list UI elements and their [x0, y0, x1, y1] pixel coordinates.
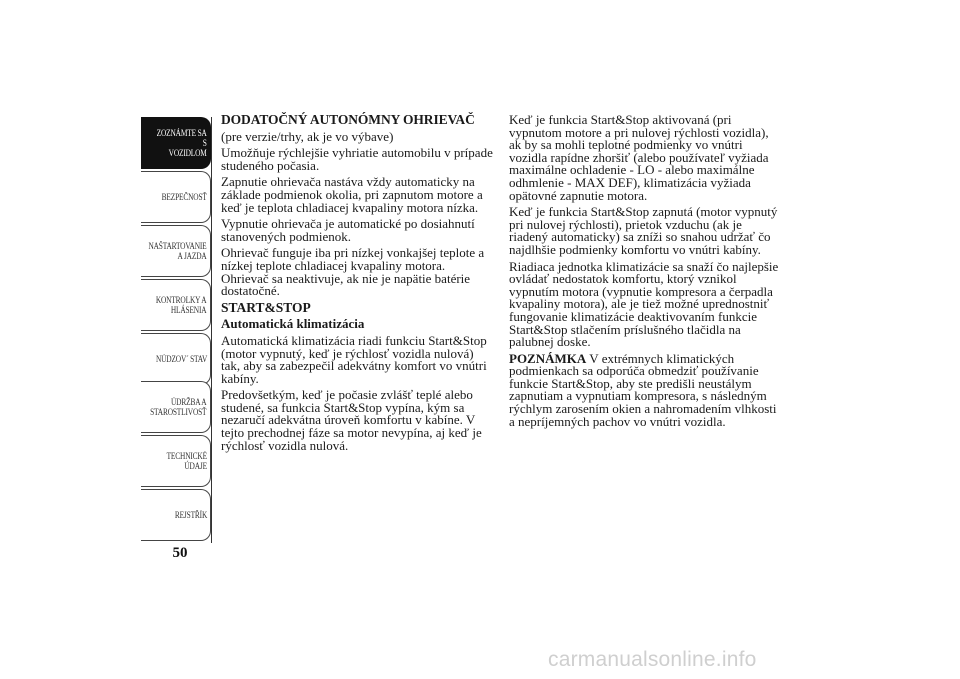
paragraph: Predovšetkým, keď je počasie zvlášť teplé alebo studené, sa funkcia Start&Stop vypína, kým sa nezaručí adekvátna úroveň komfortu v kabíne. V tejto prechodnej fáze sa motor nevypína, aj keď je rýchlosť vozidla nulová. [221, 387, 482, 453]
tab-index[interactable] [141, 489, 211, 541]
tab-starting-driving[interactable] [141, 225, 211, 277]
tab-label: KONTROLKY A HLÁSENIA [156, 295, 207, 315]
left-column [221, 114, 493, 456]
paragraph: Zapnutie ohrievača nastáva vždy automaticky na základe podmienok okolia, pri zapnutom motore a keď je teplota chladiacej kvapaliny motora nízka. [221, 174, 483, 215]
paragraph: Umožňuje rýchlejšie vyhriatie automobilu v prípade studeného počasia. [221, 145, 493, 173]
tab-emergency[interactable] [141, 333, 211, 385]
paragraph: Keď je funkcia Start&Stop zapnutá (motor vypnutý pri nulovej rýchlosti), prietok vzduchu (ak je riadený automaticky) sa zníži so snahou udržať čo najdlhšie podmienky komfortu vo vnútri kabíny. [509, 204, 778, 257]
paragraph: Automatická klimatizácia riadi funkciu Start&Stop (motor vypnutý, keď je rýchlosť vozidla nulová) tak, aby sa zabezpečil adekvátny komfort vo vnútri kabíny. [221, 332, 487, 386]
tab-label: BEZPEČNOSŤ [161, 192, 207, 202]
heater-availability-note: (pre verzie/trhy, ak je vo výbave) [221, 128, 394, 144]
tab-label: NAŠTARTOVANIE A JAZDA [148, 241, 207, 261]
section-heading-start-stop: START&STOP [221, 299, 311, 315]
tab-label: ÚDRŽBA A STAROSTLIVOSŤ [150, 397, 207, 417]
note-paragraph [509, 350, 781, 429]
tab-maintenance[interactable] [141, 381, 211, 433]
subheading-auto-climate: Automatická klimatizácia [221, 316, 365, 332]
right-column [509, 114, 781, 432]
paragraph: Ohrievač funguje iba pri nízkej vonkajšej teplote a nízkej teplote chladiacej kvapaliny motora. Ohrievač sa neaktivuje, ak nie je napätie batérie dostatočné. [221, 245, 485, 299]
paragraph: Vypnutie ohrievača je automatické po dosiahnutí stanovených podmienok. [221, 216, 475, 244]
chapter-tab-sidebar [141, 117, 212, 543]
paragraph: Keď je funkcia Start&Stop aktivovaná (pri vypnutom motore a pri nulovej rýchlosti vozidla), ak by sa mohli teplotné podmienky vo vnútri vozidla rapídne zhoršiť (alebo používateľ vyžiada maximálne ochladenie - LO - alebo maximálne odhmlenie - MAX DEF), klimatizácia vyžiada opätovné zapnutie motora. [509, 112, 769, 203]
tab-label: REJSTŘÍK [174, 510, 207, 520]
tab-vehicle-intro[interactable] [141, 117, 211, 169]
tab-safety[interactable] [141, 171, 211, 223]
section-heading-heater: DODATOČNÝ AUTONÓMNY OHRIEVAČ [221, 112, 475, 127]
tab-label: TECHNICKÉ ÚDAJE [166, 451, 207, 471]
watermark: carmanualsonline.info [548, 648, 757, 671]
tab-label: NÚDZOV´ STAV [155, 354, 207, 364]
tab-label: ZOZNÁMTE SA S VOZIDLOM [156, 128, 207, 158]
tab-technical-data[interactable] [141, 435, 211, 487]
note-label: POZNÁMKA [509, 350, 587, 366]
paragraph: Riadiaca jednotka klimatizácie sa snaží čo najlepšie ovládať nedostatok komfortu, ktorý vznikol vypnutím motora (vypnutie kompresora a čerpadla kvapaliny motora), ale je tiež možné uprednostniť fungovanie klimatizácie deaktivovaním funkcie Start&Stop stlačením príslušného tlačidla na palubnej doske. [509, 258, 779, 350]
page-number: 50 [172, 545, 188, 561]
note-text: V extrémnych klimatických podmienkach sa odporúča obmedziť používanie funkcie Start&Stop, aby ste predišli neustálym zapnutiam a vypnutiam kompresora, s následným rýchlym zarosením okien a nahromadením vlhkosti a nepríjemných pachov vo vnútri vozidla. [509, 350, 777, 429]
tab-warning-lights[interactable] [141, 279, 211, 331]
